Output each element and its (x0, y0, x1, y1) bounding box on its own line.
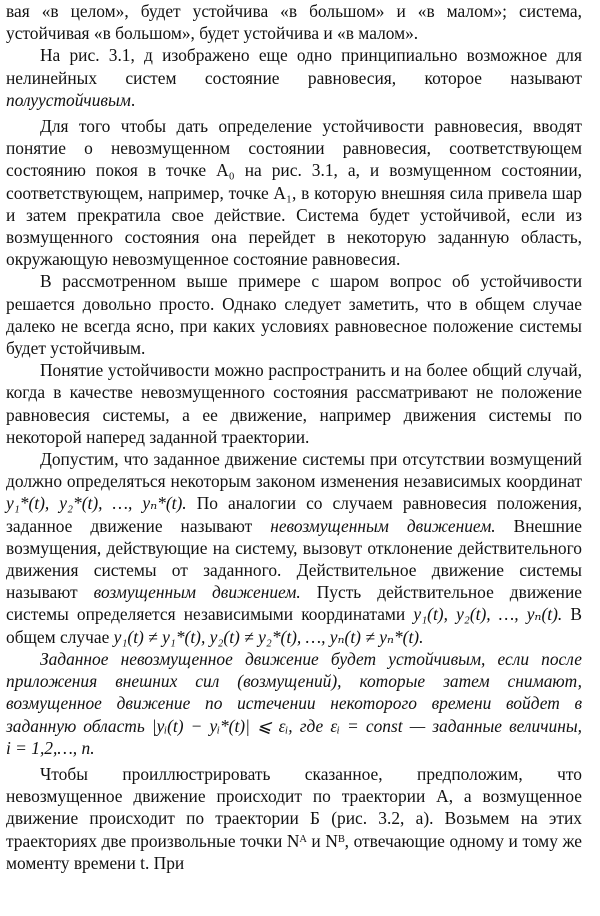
paragraph-3: Для того чтобы дать определение устойчивости равновесия, вводят понятие о невозмущенном состоянии равновесия, соответствующем состоянию покоя в точке A₀ на рис. 3.1, а, и возмущенном состоянии, соответствующем, например, точке A₁, в которую внешняя сила привела шар и затем прекратила свое действие. Система будет устойчивой, если из возмущенного состояния она перейдет в некоторую заданную область, окружающую невозмущенное состояние равновесия. (6, 116, 582, 270)
paragraph-4: В рассмотренном выше примере с шаром вопрос об устойчивости решается довольно просто. Однако следует заметить, что в общем случае далеко не всегда ясно, при каких условиях равновесное положение системы будет устойчивым. (6, 271, 582, 359)
formula-actual-coordinates: y₁(t), y₂(t), …, yₙ(t). (413, 604, 563, 625)
formula-inequalities: y₁(t) ≠ y₁*(t), y₂(t) ≠ y₂*(t), …, yₙ(t) ≠ yₙ*(t). (113, 626, 424, 647)
paragraph-6-part-4: Пусть действительное движение системы определяется независимыми координатами (6, 582, 582, 625)
paragraph-2-end: . (130, 89, 136, 110)
paragraph-6-part-3: Внешние возмущения, действующие на систему, вызовут отклонение действительного движения системы от заданного. Действительное движение системы называют (6, 515, 582, 603)
formula-region: |yᵢ(t) − yᵢ*(t)| ⩽ εᵢ, (151, 715, 293, 736)
paragraph-8: Чтобы проиллюстрировать сказанное, предположим, что невозмущенное движение происходит по траектории A, а возмущенное движение происходит по траектории Б (рис. 3.2, а). Возьмем на этих траекториях две произвольные точки Nᴬ и Nᴮ, отвечающие одному и тому же моменту времени t. При (6, 763, 582, 873)
formula-index-range: i = 1,2,…, n. (6, 737, 95, 758)
paragraph-1: вая «в целом», будет устойчива «в большом» и «в малом»; система, устойчивая «в большом», будет устойчива и «в малом». (6, 1, 582, 44)
term-unperturbed-motion: невозмущенным движением. (270, 515, 496, 536)
paragraph-7-part-3: — заданные величины, (409, 715, 582, 736)
paragraph-2 (6, 44, 582, 111)
formula-epsilon: εᵢ = const (330, 715, 403, 736)
paragraph-6-part-1: Допустим, что заданное движение системы при отсутствии возмущений должно определяться некоторым законом изменения независимых координат (6, 449, 582, 492)
paragraph-5: Понятие устойчивости можно распространить и на более общий случай, когда в качестве невозмущенного состояния рассматривают не положение равновесия системы, а ее движение, например движения системы по некоторой наперед заданной траектории. (6, 360, 582, 447)
paragraph-6 (6, 448, 582, 648)
paragraph-7-definition (6, 648, 582, 759)
paragraph-7-part-1: Заданное невозмущенное движение будет устойчивым, если после приложения внешних сил (возмущений), которые затем снимают, возмущенное движение по истечении некоторого времени войдет в заданную область (6, 648, 582, 736)
paragraph-7-part-2: где (299, 715, 324, 736)
paragraph-6-part-2: По аналогии со случаем равновесия положения, заданное движение называют (6, 493, 583, 536)
paragraph-2-text: На рис. 3.1, д изображено еще одно принципиально возможное для нелинейных систем состояние равновесия, которое называют (6, 45, 582, 88)
formula-given-coordinates: y₁*(t), y₂*(t), …, yₙ*(t). (6, 493, 187, 514)
paragraph-6-part-5: В общем случае (6, 604, 583, 647)
term-semistable: полуустойчивым (6, 89, 131, 110)
term-perturbed-motion: возмущенным движением. (93, 582, 301, 603)
